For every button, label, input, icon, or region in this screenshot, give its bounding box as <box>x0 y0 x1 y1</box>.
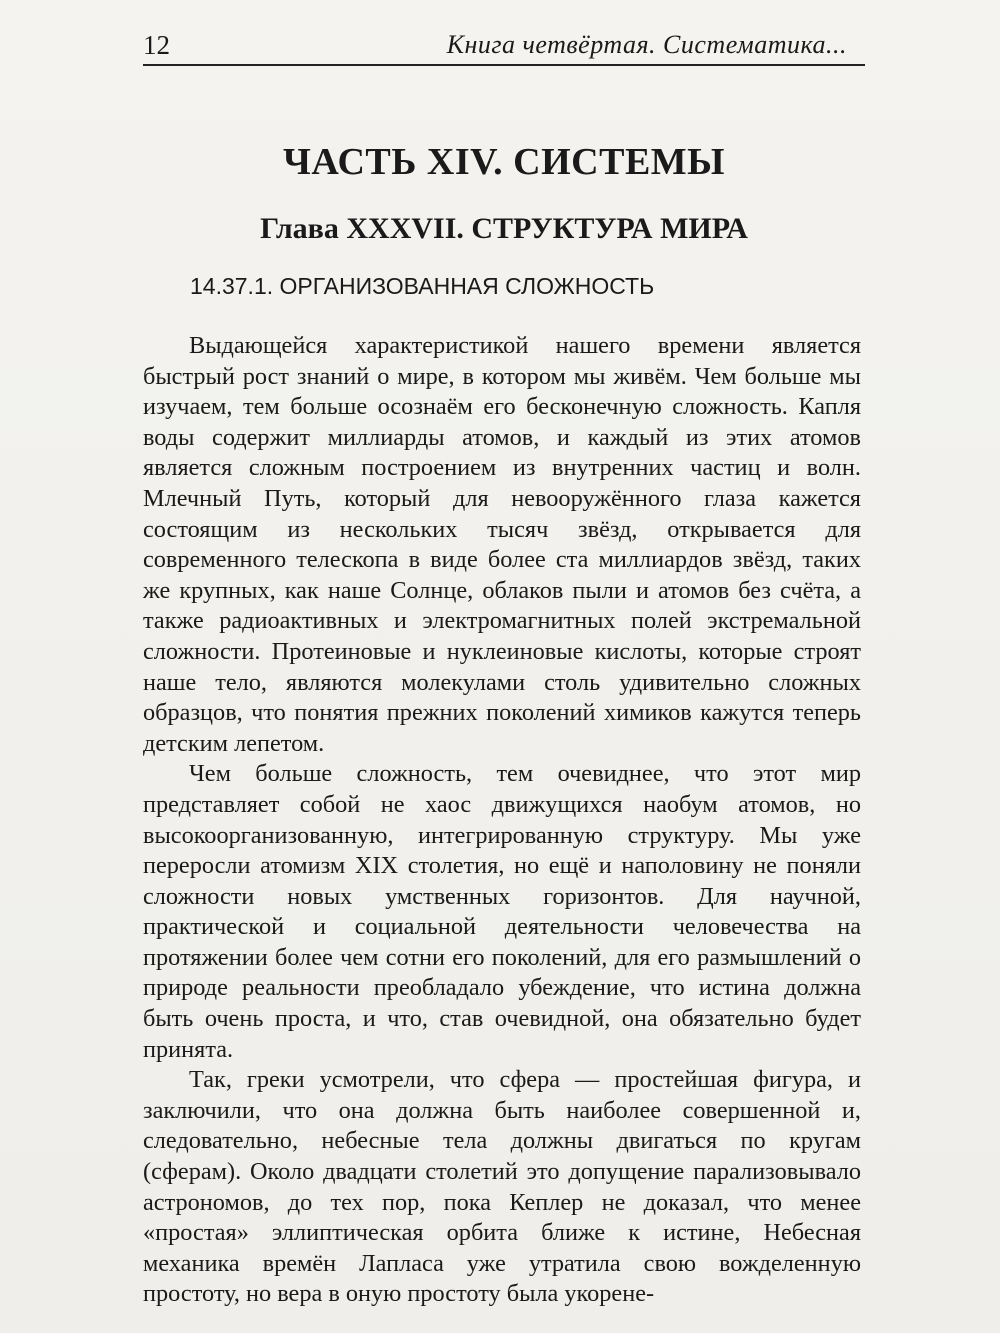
section-title: 14.37.1. ОРГАНИЗОВАННАЯ СЛОЖНОСТЬ <box>190 273 655 299</box>
page-number: 12 <box>143 30 170 60</box>
paragraph: Так, греки усмотрели, что сфера — простейшая фигура, и заключили, что она должна быть наиболее совершенной и, следовательно, небесные тела должны двигаться по кругам (сферам). Около двадцати столетий это допущение парализовывало астрономов, до тех пор, пока Кеплер не доказал, что менее «простая» эллиптическая орбита ближе к истине, Небесная механика времён Лапласа уже утратила свою вожделенную простоту, но вера в оную простоту была укорене- <box>143 1066 861 1308</box>
page-header <box>143 30 865 66</box>
part-title: ЧАСТЬ XIV. СИСТЕМЫ <box>283 141 725 183</box>
paragraph: Выдающейся характеристикой нашего времени является быстрый рост знаний о мире, в котором мы живём. Чем больше мы изучаем, тем больше осознаём его бесконечную сложность. Капля воды содержит миллиарды атомов, и каждый из этих атомов является сложным построением из внутренних частиц и волн. Млечный Путь, который для невооружённого глаза кажется состоящим из нескольких тысяч звёзд, открывается для современного телескопа в виде более ста миллиардов звёзд, таких же крупных, как наше Солнце, облаков пыли и атомов без счёта, а также радиоактивных и электромагнитных полей экстремальной сложности. Протеиновые и нуклеиновые кислоты, которые строят наше тело, являются молекулами столь удивительно сложных образцов, что понятия прежних поколений химиков кажутся теперь детским лепетом. <box>143 332 861 757</box>
chapter-title: Глава XXXVII. СТРУКТУРА МИРА <box>260 212 748 245</box>
paragraph: Чем больше сложность, тем очевиднее, что этот мир представляет собой не хаос движущихся наобум атомов, но высокоорганизованную, интегрированную структуру. Мы уже переросли атомизм XIX столетия, но ещё и наполовину не поняли сложности новых умственных горизонтов. Для научной, практической и социальной деятельности человечества на протяжении более чем сотни его поколений, для его размышлений о природе реальности преобладало убеждение, что истина должна быть очень проста, и что, став очевидной, она обязательно будет принята. <box>143 760 861 1063</box>
running-title: Книга четвёртая. Систематика... <box>446 30 847 59</box>
body-text <box>143 331 861 1310</box>
